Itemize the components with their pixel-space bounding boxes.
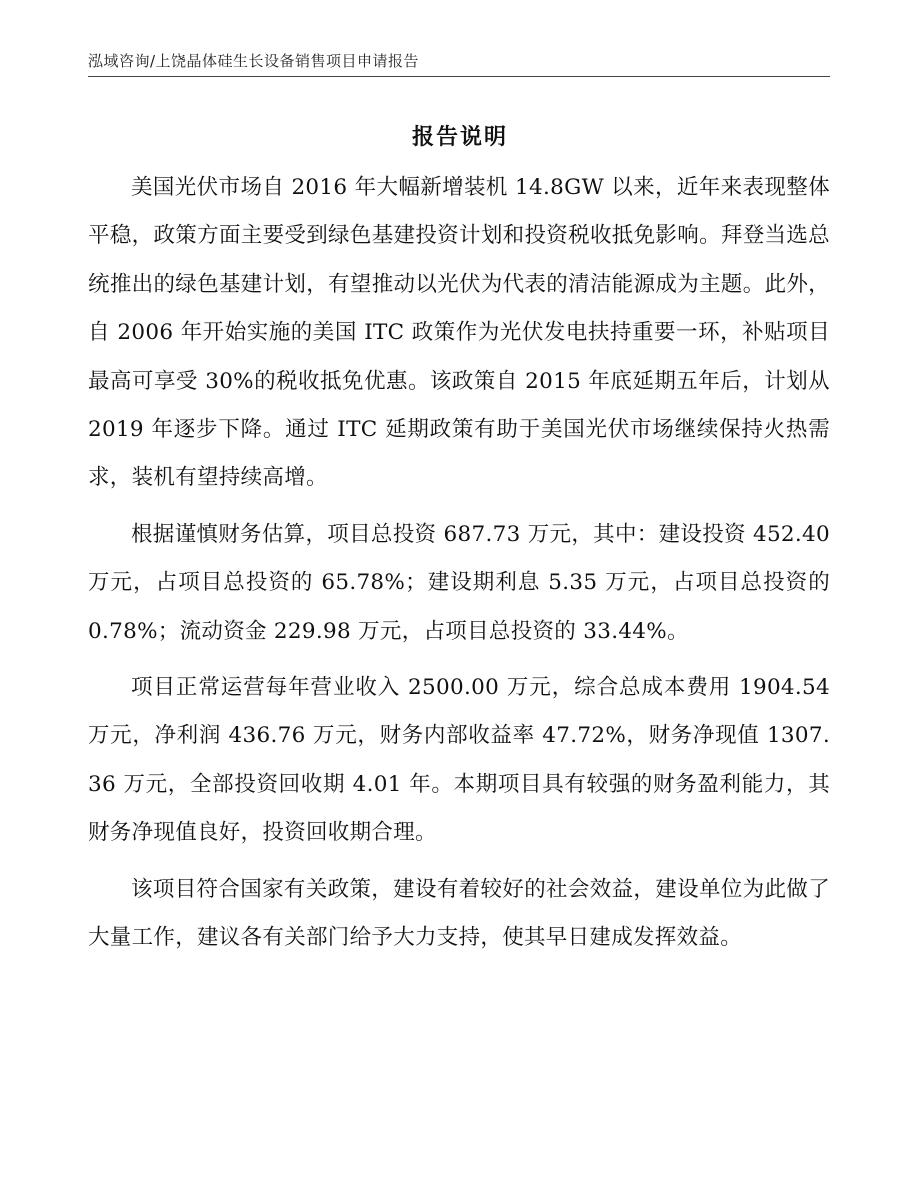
paragraph-market: 美国光伏市场自 2016 年大幅新增装机 14.8GW 以来，近年来表现整体平稳，政策方面主要受到绿色基建投资计划和投资税收抵免影响。拜登当选总统推出的绿色基建计划，有望推动以光伏为代表的清洁能源成为主题。此外，自 2006 年开始实施的美国 ITC 政策作为光伏发电扶持重要一环，补贴项目最高可享受 30%的税收抵免优惠。该政策自 2015 年底延期五年后，计划从 2019 年逐步下降。通过 ITC 延期政策有助于美国光伏市场继续保持火热需求，装机有望持续高增。 (88, 175, 830, 491)
paragraph-gap (88, 656, 830, 664)
running-header: 泓域咨询/上饶晶体硅生长设备销售项目申请报告 (88, 52, 420, 70)
header-rule (88, 76, 830, 77)
paragraph-gap (88, 503, 830, 511)
page-title: 报告说明 (411, 125, 508, 150)
paragraph-gap (88, 858, 830, 866)
paragraph-financials: 项目正常运营每年营业收入 2500.00 万元，综合总成本费用 1904.54 万元，净利润 436.76 万元，财务内部收益率 47.72%，财务净现值 1307.36 万元，全部投资回收期 4.01 年。本期项目具有较强的财务盈利能力，其财务净现值良好，投资回收期合理。 (88, 675, 830, 846)
paragraph-investment: 根据谨慎财务估算，项目总投资 687.73 万元，其中：建设投资 452.40 万元，占项目总投资的 65.78%；建设期利息 5.35 万元，占项目总投资的 0.78%；流动资金 229.98 万元，占项目总投资的 33.44%。 (88, 521, 830, 644)
paragraph-conclusion: 该项目符合国家有关政策，建设有着较好的社会效益，建设单位为此做了大量工作，建议各有关部门给予大力支持，使其早日建成发挥效益。 (88, 876, 830, 951)
body-text (88, 164, 830, 963)
